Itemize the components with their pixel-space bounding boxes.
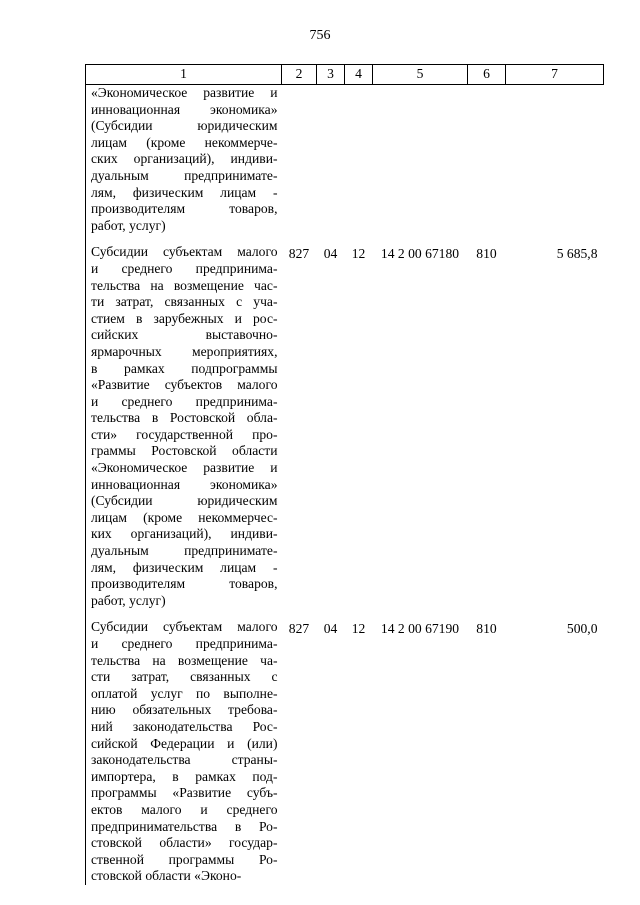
description-line: ских организаций), индиви-	[91, 151, 278, 167]
row-expense-type-code	[468, 85, 506, 235]
spacer-cell	[317, 234, 345, 244]
description-line: сти» государственной про-	[91, 426, 278, 442]
description-line: инновационная экономика»	[91, 476, 278, 492]
description-line: ких организаций), индиви-	[91, 526, 278, 542]
description-line: производителям товаров,	[91, 201, 278, 217]
row-subsection-code: 12	[351, 246, 366, 262]
description-line: граммы Ростовской области	[91, 443, 278, 459]
description-line: Субсидии субъектам малого	[91, 619, 278, 635]
row-amount: 5 685,8	[556, 246, 598, 262]
spacer-cell	[317, 609, 345, 619]
spacer-cell	[373, 609, 468, 619]
description-line: «Экономическое развитие и	[91, 85, 278, 100]
header-row	[86, 65, 604, 85]
page-number: 756	[309, 28, 331, 43]
budget-table	[85, 64, 604, 885]
description-line: дуальным предпринимате-	[91, 167, 278, 183]
spacer-cell	[282, 234, 317, 244]
description-line: ний законодательства Рос-	[91, 718, 278, 734]
description-line: оплатой услуг по выполне-	[91, 685, 278, 701]
spacer-cell	[282, 609, 317, 619]
description-line: производителям товаров,	[91, 576, 278, 592]
spacer-cell	[506, 609, 604, 619]
table-row	[86, 244, 604, 609]
row-expense-type-code: 810	[476, 246, 497, 262]
description-line: предпринимательства в Ро-	[91, 818, 278, 834]
description-line: лям, физическим лицам -	[91, 559, 278, 575]
table-row	[86, 85, 604, 235]
description-line: сийской Федерации и (или)	[91, 735, 278, 751]
header-col-1: 1	[86, 65, 282, 85]
description-line: «Экономическое развитие и	[91, 460, 278, 476]
description-line: ярмарочных мероприятиях,	[91, 343, 278, 359]
spacer-cell	[468, 609, 506, 619]
row-section-code	[317, 85, 345, 235]
description-line: ственной программы Ро-	[91, 851, 278, 867]
description-line: ти затрат, связанных с уча-	[91, 294, 278, 310]
description-line: работ, услуг)	[91, 217, 166, 233]
description-line: лям, физическим лицам -	[91, 184, 278, 200]
description-line: стием в зарубежных и рос-	[91, 310, 278, 326]
description-line: Субсидии субъектам малого	[91, 244, 278, 260]
description-line: и среднего предпринима-	[91, 636, 278, 651]
row-target-article-code	[373, 85, 468, 235]
row-description	[86, 244, 282, 609]
description-line: сти затрат, связанных с	[91, 669, 278, 685]
description-line: законодательства страны-	[91, 752, 278, 768]
header-col-5: 5	[373, 65, 468, 85]
row-description	[86, 619, 282, 885]
description-line: ектов малого и среднего	[91, 801, 278, 817]
table-row	[86, 619, 604, 885]
description-line: и среднего предпринима-	[91, 393, 278, 409]
description-line: импортера, в рамках под-	[91, 768, 278, 784]
row-ministry-code: 827	[288, 246, 310, 262]
description-line: в рамках подпрограммы	[91, 360, 278, 376]
description-line: тельства в Ростовской обла-	[91, 410, 278, 426]
row-section-code: 04	[323, 621, 338, 637]
spacer-cell	[506, 234, 604, 244]
description-line: стовской области» государ-	[91, 835, 278, 851]
spacer-cell	[345, 609, 373, 619]
header-col-7: 7	[506, 65, 604, 85]
header-col-3: 3	[317, 65, 345, 85]
description-line: работ, услуг)	[91, 592, 166, 608]
header-col-4: 4	[345, 65, 373, 85]
row-ministry-code: 827	[288, 621, 310, 637]
row-spacer	[86, 609, 604, 619]
row-target-article-code: 14 2 00 67180	[380, 246, 460, 262]
row-subsection-code: 12	[351, 621, 366, 637]
spacer-cell	[86, 609, 282, 619]
description-line: инновационная экономика»	[91, 101, 278, 117]
header-col-2: 2	[282, 65, 317, 85]
row-amount: 500,0	[566, 621, 598, 637]
row-target-article-code: 14 2 00 67190	[380, 621, 460, 637]
description-line: лицам (кроме некоммерче-	[91, 134, 278, 150]
spacer-cell	[86, 234, 282, 244]
description-line: (Субсидии юридическим	[91, 118, 278, 134]
header-col-6: 6	[468, 65, 506, 85]
spacer-cell	[373, 234, 468, 244]
description-line: (Субсидии юридическим	[91, 493, 278, 509]
description-line: программы «Развитие субъ-	[91, 785, 278, 801]
table-body	[86, 85, 604, 885]
description-line: сийских выставочно-	[91, 327, 278, 343]
description-line: лицам (кроме некоммерчес-	[91, 509, 278, 525]
description-line: и среднего предпринима-	[91, 260, 278, 276]
spacer-cell	[468, 234, 506, 244]
row-amount	[506, 85, 604, 235]
table-header	[86, 65, 604, 85]
row-ministry-code	[282, 85, 317, 235]
row-section-code: 04	[323, 246, 338, 262]
spacer-cell	[345, 234, 373, 244]
description-line: «Развитие субъектов малого	[91, 377, 278, 393]
description-line: тельства на возмещение час-	[91, 277, 278, 293]
row-description	[86, 85, 282, 235]
description-line: нию обязательных требова-	[91, 702, 278, 718]
row-expense-type-code: 810	[476, 621, 497, 637]
row-spacer	[86, 234, 604, 244]
description-line: тельства на возмещение ча-	[91, 652, 278, 668]
description-line: дуальным предпринимате-	[91, 543, 278, 559]
row-subsection-code	[345, 85, 373, 235]
description-line: стовской области «Эконо-	[91, 868, 242, 884]
